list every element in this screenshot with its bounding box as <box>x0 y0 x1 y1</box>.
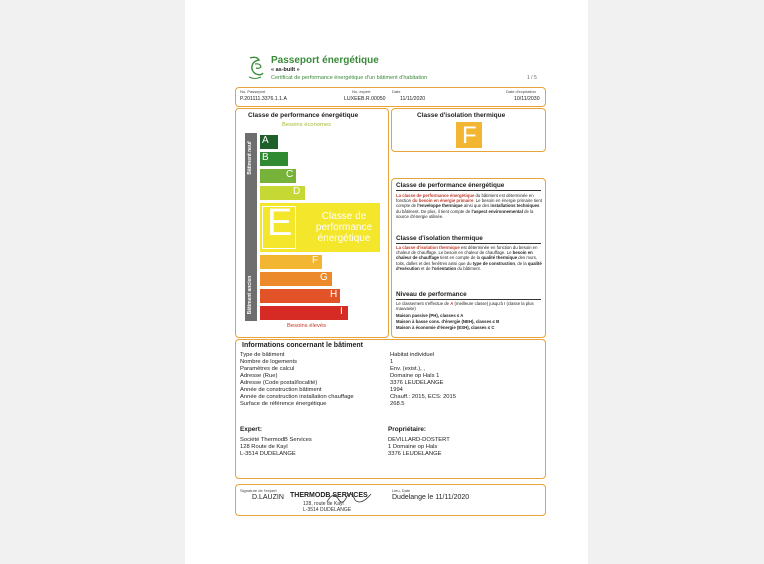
info-value-construction-year: 1994 <box>390 387 403 393</box>
expiry-date-label: Date d'expiration <box>506 89 536 94</box>
info-label-dwellings: Nombre de logements <box>240 359 298 365</box>
passport-number-label: No. Passeport <box>240 89 266 94</box>
explain-isolation-title: Classe d'isolation thermique <box>396 235 483 242</box>
company-stamp-line1: 128, route de Kayl <box>303 501 344 507</box>
right-margin <box>588 0 764 564</box>
explain-performance-title: Classe de performance énergétique <box>396 182 505 189</box>
info-value-street: Domaine op Hals 1 <box>390 373 440 379</box>
owner-line-2: 1 Domaine op Hals <box>388 444 438 450</box>
expert-line-1: Société ThermodB Services <box>240 437 312 443</box>
info-label-street: Adresse (Rue) <box>240 373 278 379</box>
info-label-calculation: Paramètres de calcul <box>240 366 295 372</box>
document-title: Passeport énergétique <box>271 55 379 66</box>
expert-line-2: 128 Route de Kayl <box>240 444 288 450</box>
class-bar-d: D <box>260 186 305 200</box>
class-bar-f: F <box>260 255 322 269</box>
info-value-heating-year: Chauff.: 2015, ECS: 2015 <box>390 394 456 400</box>
owner-line-3: 3376 LEUDELANGE <box>388 451 442 457</box>
date-value: 11/11/2020 <box>400 96 426 102</box>
place-date-value: Dudelange le 11/11/2020 <box>392 494 470 501</box>
info-value-dwellings: 1 <box>390 359 394 365</box>
class-bar-g: G <box>260 272 332 286</box>
info-label-reference-area: Surface de référence énergétique <box>240 401 327 407</box>
owner-line-1: DEVILLARD-DOSTERT <box>388 437 450 443</box>
passport-number-value: P.201111.3376.1.1.A <box>240 96 287 102</box>
axis-label-new-building: Bâtiment neuf <box>247 141 253 175</box>
expiry-date-value: 10/11/2030 <box>514 96 540 102</box>
expert-number-value: LUXEEB.R.00050 <box>344 96 386 102</box>
explain-level-underline <box>396 299 541 300</box>
explain-level-title: Niveau de performance <box>396 291 467 298</box>
explain-level-low-energy: Maison à basse cons. d'énergie (NEH), classes ≤ B <box>396 319 500 324</box>
explain-isolation-underline <box>396 243 541 244</box>
current-class-label: Classe de performance énergétique <box>315 211 373 244</box>
info-value-calculation: Env. (exist.), , <box>390 366 426 372</box>
info-label-building-type: Type de bâtiment <box>240 352 285 358</box>
page-number: 1 / 5 <box>527 75 537 81</box>
expert-number-label: No. expert <box>352 89 371 94</box>
explain-level-energy-saving: Maison à économie d'énergie (ESH), classes ≤ C <box>396 325 495 330</box>
certificate-description: Certificat de performance énergétique d'un bâtiment d'habitation <box>271 75 428 81</box>
signature-label: Signature de l'expert <box>240 488 277 493</box>
class-bar-i: I <box>260 306 348 320</box>
explain-level-passive: Maison passive (PH), classes ≤ A <box>396 313 464 318</box>
explain-isolation-text: La classe d'isolation thermique est déterminée en fonction du besoin en chaleur de chauffage. Le besoin en chaleur de chauffage. Le besoin en chaleur de chauffage tient en compte de la qualité thermique des murs, toits, dalles et des fenêtres ainsi que du type de construction, de la qualité d'exécution et de l'orientation du bâtiment. <box>396 245 542 271</box>
class-bar-c: C <box>260 169 296 183</box>
info-label-heating-year: Année de construction installation chauffage <box>240 394 354 400</box>
info-value-reference-area: 268.5 <box>390 401 405 407</box>
class-bar-a: A <box>260 135 278 149</box>
place-date-label: Lieu, Date <box>392 488 411 493</box>
isolation-class-title: Classe d'isolation thermique <box>417 112 506 119</box>
expert-line-3: L-3514 DUDELANGE <box>240 451 296 457</box>
explain-level-text: Le classement s'effectue de A (meilleure classe) jusqu'à I (classe la plus mauvaise) <box>396 301 534 312</box>
class-bar-h: H <box>260 289 340 303</box>
info-value-building-type: Habitat individuel <box>390 352 435 358</box>
needs-high-caption: Besoins élevés <box>287 323 326 329</box>
needs-economical-caption: Besoins économes <box>282 122 331 128</box>
date-label: Date <box>392 89 401 94</box>
building-info-title: Informations concernant le bâtiment <box>242 342 363 349</box>
class-bar-b: B <box>260 152 288 166</box>
owner-title: Propriétaire: <box>388 426 427 433</box>
performance-class-title: Classe de performance énergétique <box>248 112 359 119</box>
left-margin <box>0 0 185 564</box>
company-stamp-line2: L-3514 DUDELANGE <box>303 507 352 513</box>
info-label-postcode: Adresse (Code postal/localité) <box>240 380 318 386</box>
explain-performance-text: La classe de performance énergétique du bâtiment est déterminée en fonction du besoin en énergie primaire. Le besoin en énergie primaire tient compte de l'enveloppe thermique ainsi que des installations techniques du bâtiment. De plus, il tient compte de l'aspect environnemental de la source d'énergie utilisée. <box>396 193 542 219</box>
current-class-letter: E <box>267 202 293 244</box>
company-stamp-title: THERMODB SERVICES <box>290 492 368 499</box>
info-value-postcode: 3376 LEUDELANGE <box>390 380 444 386</box>
info-label-construction-year: Année de construction bâtiment <box>240 387 322 393</box>
axis-label-old-building: Bâtiment ancien <box>247 275 253 315</box>
document-subtitle: « as-built » <box>271 67 300 73</box>
isolation-class-letter: F <box>462 122 477 149</box>
expert-title: Expert: <box>240 426 263 433</box>
explain-performance-underline <box>396 190 541 191</box>
signature-name: D.LAUZIN <box>252 494 284 501</box>
energy-passport-logo <box>247 56 267 80</box>
